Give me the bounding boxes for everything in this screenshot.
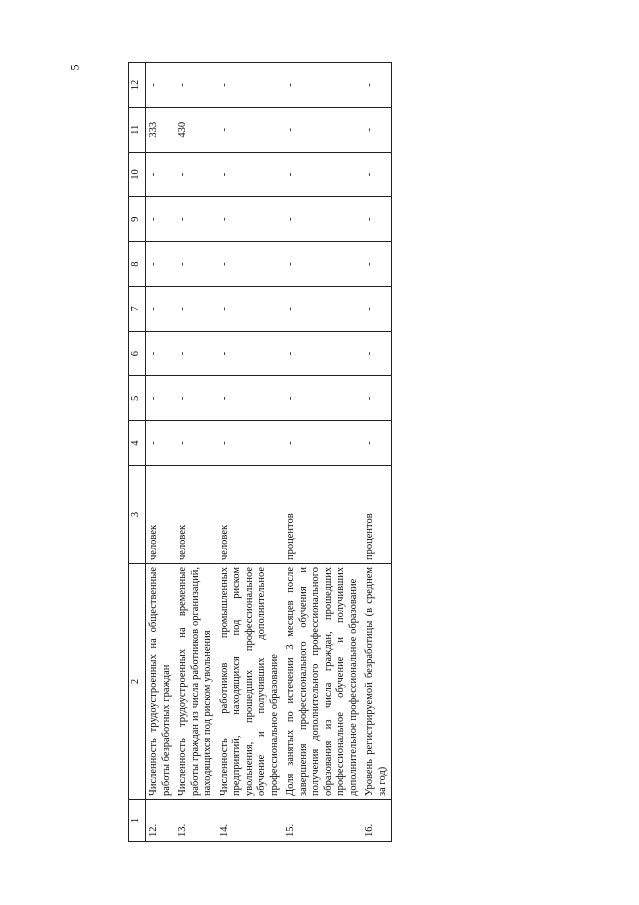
header-cell: 12 — [129, 63, 146, 108]
value-cell: - — [362, 421, 392, 466]
value-cell: - — [217, 376, 284, 421]
value-cell: - — [146, 197, 176, 242]
value-cell: - — [146, 421, 176, 466]
value-cell: - — [362, 197, 392, 242]
table-row — [146, 63, 176, 842]
value-cell: - — [362, 63, 392, 108]
value-cell: - — [217, 331, 284, 376]
rotated-table-container — [128, 62, 536, 842]
header-cell: 3 — [129, 466, 146, 564]
header-cell: 1 — [129, 800, 146, 842]
value-cell: - — [175, 152, 217, 197]
header-cell: 5 — [129, 376, 146, 421]
table-row — [283, 63, 362, 842]
header-cell: 4 — [129, 421, 146, 466]
value-cell: - — [283, 63, 362, 108]
value-cell: - — [175, 63, 217, 108]
value-cell: - — [146, 152, 176, 197]
value-cell: - — [217, 152, 284, 197]
value-cell: - — [362, 286, 392, 331]
value-cell: - — [175, 421, 217, 466]
value-cell: - — [146, 286, 176, 331]
value-cell: - — [146, 376, 176, 421]
row-number: 15. — [283, 800, 362, 842]
value-cell: - — [362, 376, 392, 421]
value-cell: - — [146, 242, 176, 287]
value-cell: - — [283, 286, 362, 331]
indicator-name: Численность трудоустроенных на общественные работы безработных граждан — [146, 564, 176, 800]
value-cell: - — [217, 286, 284, 331]
header-cell: 8 — [129, 242, 146, 287]
value-cell: - — [217, 242, 284, 287]
header-cell: 11 — [129, 107, 146, 152]
value-cell: - — [283, 242, 362, 287]
value-cell: - — [175, 242, 217, 287]
row-number: 12. — [146, 800, 176, 842]
value-cell: - — [283, 421, 362, 466]
value-cell: - — [175, 197, 217, 242]
header-cell: 7 — [129, 286, 146, 331]
indicators-table — [128, 62, 392, 842]
value-cell: 430 — [175, 107, 217, 152]
value-cell: 333 — [146, 107, 176, 152]
row-number: 13. — [175, 800, 217, 842]
unit: процентов — [283, 466, 362, 564]
value-cell: - — [362, 152, 392, 197]
value-cell: - — [217, 197, 284, 242]
value-cell: - — [146, 63, 176, 108]
row-number: 16. — [362, 800, 392, 842]
unit: человек — [175, 466, 217, 564]
value-cell: - — [362, 331, 392, 376]
header-cell: 6 — [129, 331, 146, 376]
value-cell: - — [175, 286, 217, 331]
page-number: 5 — [67, 64, 82, 71]
table-row — [217, 63, 284, 842]
indicator-name: Численность трудоустроенных на временные работы граждан из числа работников организаций, находящихся под риском увольнения — [175, 564, 217, 800]
value-cell: - — [362, 242, 392, 287]
table-row — [175, 63, 217, 842]
value-cell: - — [283, 152, 362, 197]
header-row — [129, 63, 146, 842]
value-cell: - — [175, 331, 217, 376]
header-cell: 2 — [129, 564, 146, 800]
value-cell: - — [146, 331, 176, 376]
value-cell: - — [283, 197, 362, 242]
indicator-name: Доля занятых по истечении 3 месяцев после завершения профессионального обучения и получения дополнительного профессионального образования из числа граждан, прошедших профессиональное обучение и получивших дополнительное профессиональное образование — [283, 564, 362, 800]
value-cell: - — [175, 376, 217, 421]
table-row — [362, 63, 392, 842]
value-cell: - — [217, 421, 284, 466]
unit: процентов — [362, 466, 392, 564]
value-cell: - — [362, 107, 392, 152]
unit: человек — [217, 466, 284, 564]
value-cell: - — [283, 376, 362, 421]
indicator-name: Численность работников промышленных предприятий, находящихся под риском увольнения, прошедших профессиональное обучение и получивших дополнительное профессиональное образование — [217, 564, 284, 800]
header-cell: 10 — [129, 152, 146, 197]
value-cell: - — [217, 63, 284, 108]
value-cell: - — [217, 107, 284, 152]
header-cell: 9 — [129, 197, 146, 242]
value-cell: - — [283, 107, 362, 152]
unit: человек — [146, 466, 176, 564]
value-cell: - — [283, 331, 362, 376]
row-number: 14. — [217, 800, 284, 842]
indicator-name: Уровень регистрируемой безработицы (в среднем за год) — [362, 564, 392, 800]
